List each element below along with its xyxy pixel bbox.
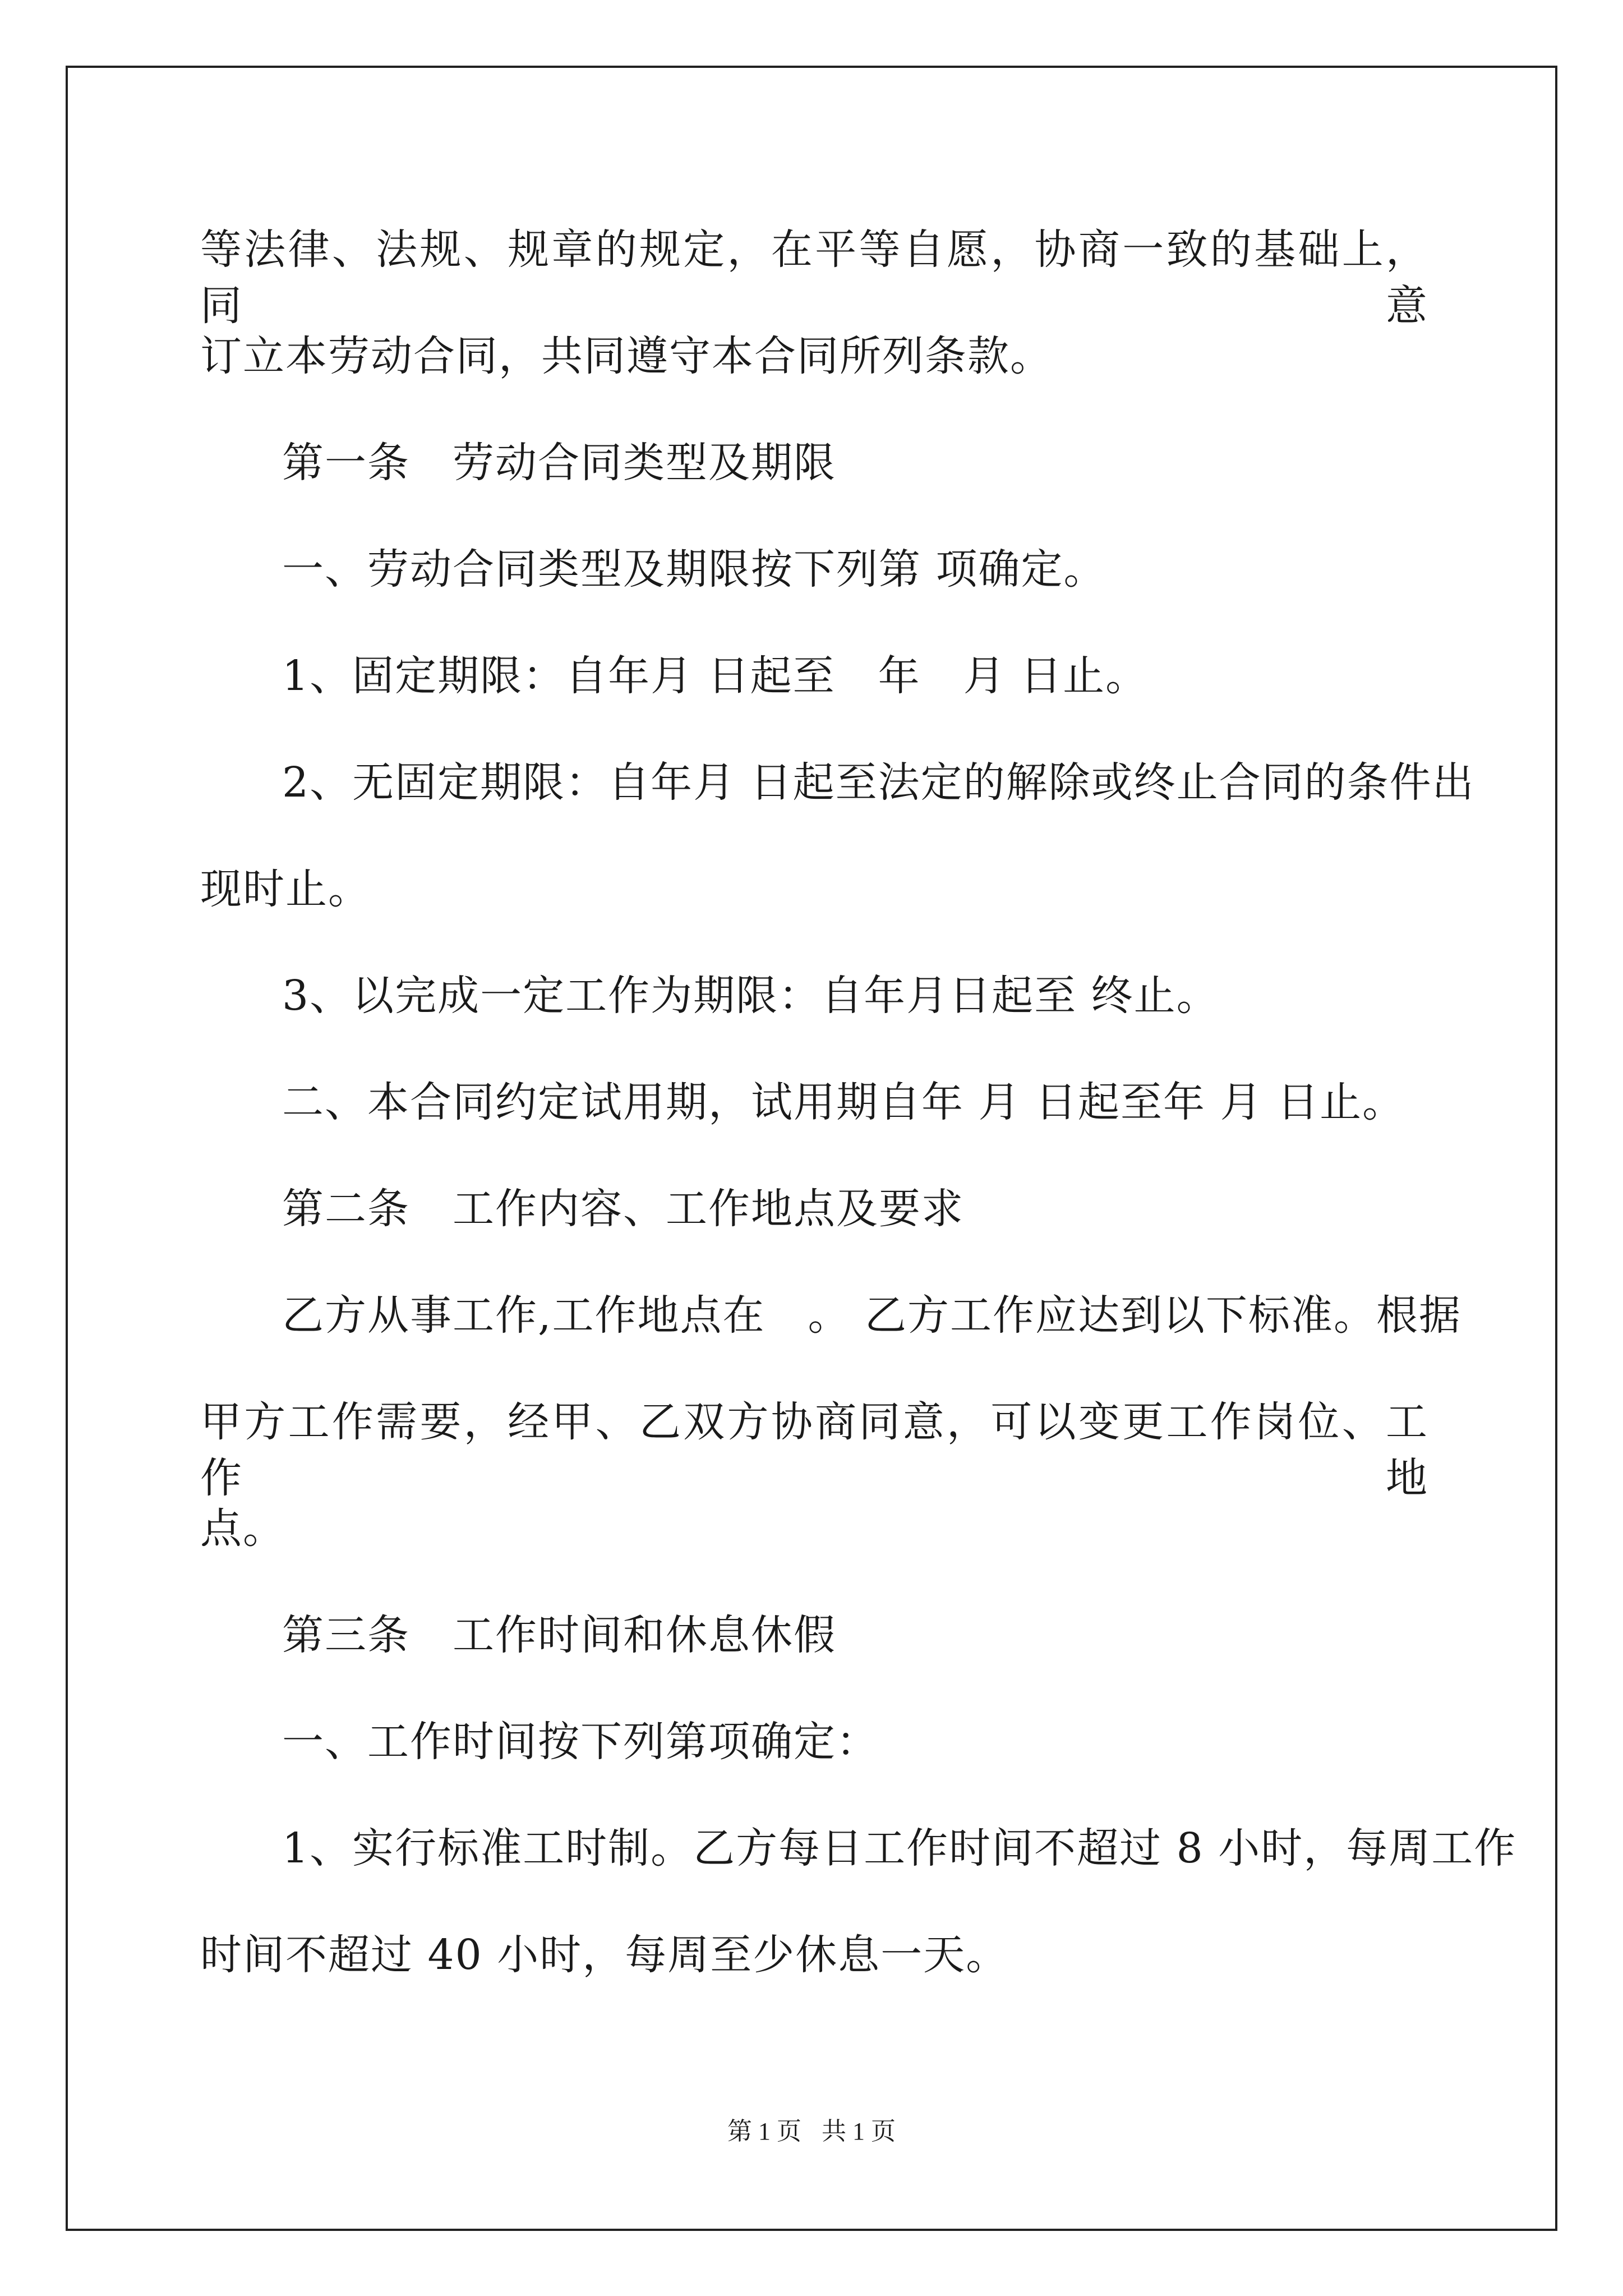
page-frame bbox=[66, 66, 1557, 2231]
paragraph-line: 现时止。 bbox=[200, 865, 371, 913]
page-number: 第 1 页 bbox=[727, 2118, 801, 2145]
paragraph-line: 1、固定期限：自年月 日起至 年 月 日止。 bbox=[282, 652, 1149, 700]
paragraph-line: 3、以完成一定工作为期限：自年月日起至 终止。 bbox=[282, 972, 1219, 1020]
section-heading: 第三条 工作时间和休息休假 bbox=[282, 1611, 836, 1659]
page-total: 共 1 页 bbox=[822, 2118, 896, 2145]
paragraph-line: 一、劳动合同类型及期限按下列第 项确定。 bbox=[282, 545, 1106, 593]
paragraph-line: 1、实行标准工时制。乙方每日工作时间不超过 8 小时，每周工作 bbox=[282, 1824, 1517, 1872]
paragraph-line: 等法律、法规、规章的规定，在平等自愿，协商一致的基础上，同意 bbox=[200, 226, 1428, 330]
paragraph-line: 甲方工作需要，经甲、乙双方协商同意，可以变更工作岗位、工作地 bbox=[200, 1398, 1428, 1502]
paragraph-line: 时间不超过 40 小时，每周至少休息一天。 bbox=[200, 1931, 1009, 1979]
section-heading: 第一条 劳动合同类型及期限 bbox=[282, 439, 836, 487]
page-footer bbox=[0, 2115, 1623, 2148]
paragraph-line: 二、本合同约定试用期，试用期自年 月 日起至年 月 日止。 bbox=[282, 1078, 1405, 1126]
paragraph-line: 2、无固定期限：自年月 日起至法定的解除或终止合同的条件出 bbox=[282, 758, 1475, 807]
paragraph-line: 点。 bbox=[200, 1504, 285, 1553]
section-heading: 第二条 工作内容、工作地点及要求 bbox=[282, 1185, 964, 1233]
paragraph-line: 订立本劳动合同，共同遵守本合同所列条款。 bbox=[200, 332, 1053, 380]
paragraph-line: 乙方从事工作,工作地点在 。 乙方工作应达到以下标准。根据 bbox=[282, 1291, 1462, 1340]
paragraph-line: 一、工作时间按下列第项确定： bbox=[282, 1718, 879, 1766]
